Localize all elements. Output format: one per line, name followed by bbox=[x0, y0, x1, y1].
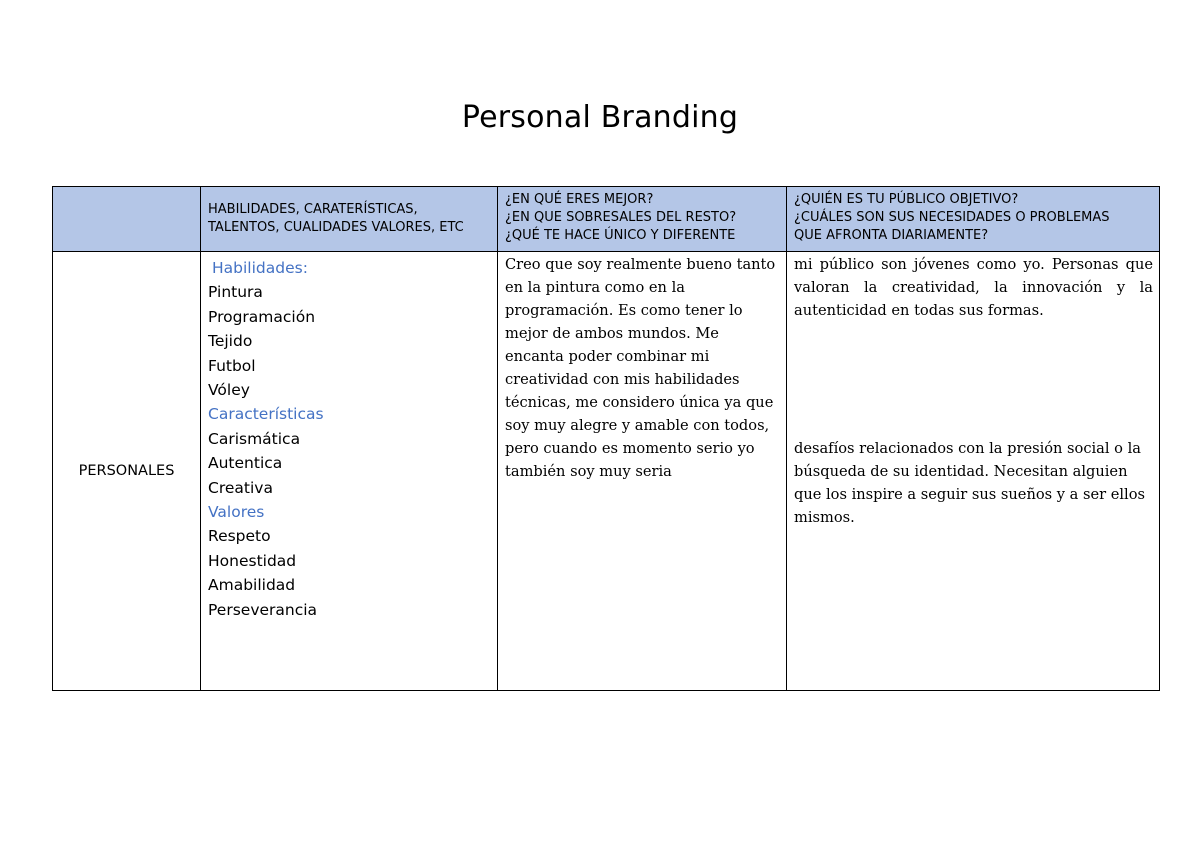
trait-heading: Habilidades: bbox=[212, 259, 308, 277]
page-title: Personal Branding bbox=[461, 100, 739, 135]
paragraph-spacer bbox=[794, 322, 1153, 437]
row-label: PERSONALES bbox=[53, 252, 201, 691]
header-audience-line: ¿QUIÉN ES TU PÚBLICO OBJETIVO? bbox=[794, 192, 1019, 207]
trait-item: Carismática bbox=[208, 429, 301, 448]
trait-item: Futbol bbox=[208, 356, 256, 375]
trait-item: Creativa bbox=[208, 478, 273, 497]
table-header-row bbox=[53, 187, 1160, 252]
header-cell-best-at bbox=[498, 187, 787, 252]
needs-text: desafíos relacionados con la presión social o la búsqueda de su identidad. Necesitan alguien que los inspire a seguir sus sueños y a ser ellos mismos. bbox=[794, 440, 1145, 526]
trait-item: Perseverancia bbox=[208, 600, 318, 619]
traits-cell bbox=[201, 252, 498, 691]
header-traits-line: TALENTOS, CUALIDADES VALORES, ETC bbox=[208, 220, 464, 235]
header-best-at-line: ¿EN QUÉ ERES MEJOR? bbox=[505, 192, 654, 207]
header-best-at-line: ¿QUÉ TE HACE ÚNICO Y DIFERENTE bbox=[505, 228, 736, 243]
personal-branding-table bbox=[52, 186, 1160, 691]
trait-item: Respeto bbox=[208, 527, 271, 546]
header-audience-line: QUE AFRONTA DIARIAMENTE? bbox=[794, 228, 989, 243]
audience-cell bbox=[787, 252, 1160, 691]
traits-list bbox=[201, 252, 497, 622]
table-row-personales bbox=[53, 252, 1160, 691]
trait-heading: Características bbox=[208, 405, 324, 424]
header-cell-traits bbox=[201, 187, 498, 252]
trait-item: Tejido bbox=[208, 332, 253, 351]
trait-heading: Valores bbox=[208, 503, 265, 522]
trait-item: Programación bbox=[208, 307, 316, 326]
trait-item: Amabilidad bbox=[208, 576, 296, 595]
header-best-at-line: ¿EN QUE SOBRESALES DEL RESTO? bbox=[505, 210, 737, 225]
header-cell-audience bbox=[787, 187, 1160, 252]
best-at-text: Creo que soy realmente bueno tanto en la pintura como en la programación. Es como tener lo mejor de ambos mundos. Me encanta poder combinar mi creatividad con mis habilidades técnicas, me considero única ya que soy muy alegre y amable con todos, pero cuando es momento serio yo también soy muy seria bbox=[505, 256, 776, 480]
header-audience-line: ¿CUÁLES SON SUS NECESIDADES O PROBLEMAS bbox=[794, 210, 1110, 225]
header-traits-line: HABILIDADES, CARATERÍSTICAS, bbox=[208, 202, 418, 217]
best-at-cell bbox=[498, 252, 787, 691]
audience-text: mi público son jóvenes como yo. Personas que valoran la creatividad, la innovación y la autenticidad en todas sus formas. bbox=[794, 256, 1153, 319]
header-cell-empty bbox=[53, 187, 201, 252]
trait-item: Pintura bbox=[208, 283, 263, 302]
trait-item: Autentica bbox=[208, 454, 283, 473]
trait-item: Vóley bbox=[208, 381, 250, 400]
trait-item: Honestidad bbox=[208, 551, 297, 570]
